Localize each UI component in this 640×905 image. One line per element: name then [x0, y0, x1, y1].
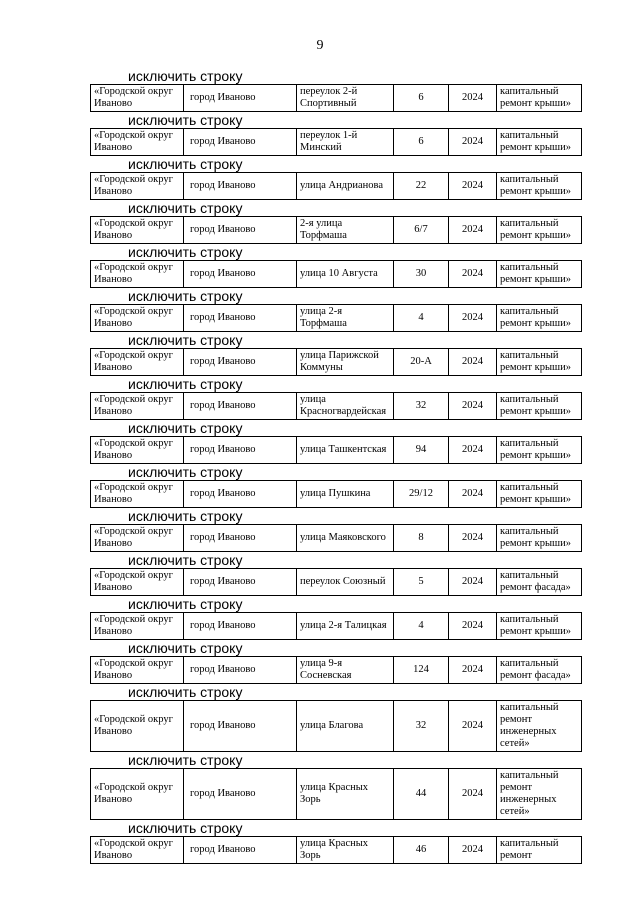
work-type-cell: капитальный ремонт крыши»	[497, 261, 582, 288]
house-number-cell: 46	[394, 837, 449, 864]
year-cell: 2024	[449, 393, 497, 420]
year-cell: 2024	[449, 837, 497, 864]
exclusion-block	[90, 376, 578, 420]
street-cell: улица 2-я Торфмаша	[297, 305, 394, 332]
year-cell: 2024	[449, 217, 497, 244]
table-row	[91, 613, 582, 640]
street-cell: улица Благова	[297, 701, 394, 752]
settlement-cell: город Иваново	[184, 837, 297, 864]
address-table	[90, 84, 582, 112]
settlement-cell: город Иваново	[184, 701, 297, 752]
work-type-cell: капитальный ремонт крыши»	[497, 173, 582, 200]
municipality-cell: «Городской округ Иваново	[91, 769, 184, 820]
instruction-text: исключить строку	[128, 752, 243, 768]
municipality-cell: «Городской округ Иваново	[91, 393, 184, 420]
municipality-cell: «Городской округ Иваново	[91, 261, 184, 288]
table-row	[91, 129, 582, 156]
street-cell: улица Маяковского	[297, 525, 394, 552]
exclusion-block	[90, 752, 578, 820]
house-number-cell: 32	[394, 393, 449, 420]
address-table	[90, 216, 582, 244]
table-row	[91, 657, 582, 684]
house-number-cell: 29/12	[394, 481, 449, 508]
address-table	[90, 128, 582, 156]
instruction-text: исключить строку	[128, 156, 243, 172]
instruction-text: исключить строку	[128, 596, 243, 612]
instruction-text: исключить строку	[128, 68, 243, 84]
page-number: 9	[316, 38, 324, 53]
instruction-text: исключить строку	[128, 552, 243, 568]
year-cell: 2024	[449, 613, 497, 640]
year-cell: 2024	[449, 701, 497, 752]
municipality-cell: «Городской округ Иваново	[91, 837, 184, 864]
instruction-text: исключить строку	[128, 464, 243, 480]
work-type-cell: капитальный ремонт крыши»	[497, 437, 582, 464]
year-cell: 2024	[449, 173, 497, 200]
settlement-cell: город Иваново	[184, 393, 297, 420]
table-row	[91, 837, 582, 864]
work-type-cell: капитальный ремонт крыши»	[497, 85, 582, 112]
exclusion-block	[90, 288, 578, 332]
work-type-cell: капитальный ремонт фасада»	[497, 657, 582, 684]
exclusion-block	[90, 332, 578, 376]
address-table	[90, 260, 582, 288]
table-row	[91, 569, 582, 596]
street-cell: улица 2-я Талицкая	[297, 613, 394, 640]
house-number-cell: 8	[394, 525, 449, 552]
municipality-cell: «Городской округ Иваново	[91, 349, 184, 376]
work-type-cell: капитальный ремонт крыши»	[497, 525, 582, 552]
table-row	[91, 305, 582, 332]
address-table	[90, 612, 582, 640]
exclusion-block	[90, 420, 578, 464]
address-table	[90, 436, 582, 464]
street-cell: улица Красных Зорь	[297, 769, 394, 820]
settlement-cell: город Иваново	[184, 349, 297, 376]
table-row	[91, 393, 582, 420]
exclusion-block	[90, 244, 578, 288]
exclusion-block	[90, 508, 578, 552]
exclusion-block	[90, 640, 578, 684]
address-table	[90, 524, 582, 552]
work-type-cell: капитальный ремонт крыши»	[497, 349, 582, 376]
table-row	[91, 85, 582, 112]
work-type-cell: капитальный ремонт крыши»	[497, 129, 582, 156]
settlement-cell: город Иваново	[184, 85, 297, 112]
table-row	[91, 481, 582, 508]
instruction-text: исключить строку	[128, 684, 243, 700]
exclusion-block	[90, 156, 578, 200]
house-number-cell: 30	[394, 261, 449, 288]
address-table	[90, 656, 582, 684]
house-number-cell: 44	[394, 769, 449, 820]
work-type-cell: капитальный ремонт	[497, 837, 582, 864]
exclusion-block	[90, 552, 578, 596]
street-cell: улица Красных Зорь	[297, 837, 394, 864]
instruction-text: исключить строку	[128, 332, 243, 348]
instruction-text: исключить строку	[128, 420, 243, 436]
street-cell: улица 10 Августа	[297, 261, 394, 288]
municipality-cell: «Городской округ Иваново	[91, 305, 184, 332]
address-table	[90, 568, 582, 596]
street-cell: переулок 1-й Минский	[297, 129, 394, 156]
settlement-cell: город Иваново	[184, 437, 297, 464]
house-number-cell: 4	[394, 613, 449, 640]
work-type-cell: капитальный ремонт крыши»	[497, 393, 582, 420]
house-number-cell: 32	[394, 701, 449, 752]
municipality-cell: «Городской округ Иваново	[91, 657, 184, 684]
settlement-cell: город Иваново	[184, 769, 297, 820]
house-number-cell: 6	[394, 129, 449, 156]
municipality-cell: «Городской округ Иваново	[91, 701, 184, 752]
settlement-cell: город Иваново	[184, 217, 297, 244]
address-table	[90, 480, 582, 508]
settlement-cell: город Иваново	[184, 305, 297, 332]
year-cell: 2024	[449, 769, 497, 820]
exclusion-block	[90, 200, 578, 244]
year-cell: 2024	[449, 437, 497, 464]
house-number-cell: 22	[394, 173, 449, 200]
settlement-cell: город Иваново	[184, 261, 297, 288]
settlement-cell: город Иваново	[184, 569, 297, 596]
year-cell: 2024	[449, 569, 497, 596]
table-row	[91, 769, 582, 820]
instruction-text: исключить строку	[128, 200, 243, 216]
instruction-text: исключить строку	[128, 288, 243, 304]
exclusion-block	[90, 68, 578, 112]
work-type-cell: капитальный ремонт крыши»	[497, 613, 582, 640]
address-table	[90, 768, 582, 820]
year-cell: 2024	[449, 481, 497, 508]
house-number-cell: 124	[394, 657, 449, 684]
municipality-cell: «Городской округ Иваново	[91, 129, 184, 156]
street-cell: улица Красногвардейская	[297, 393, 394, 420]
settlement-cell: город Иваново	[184, 613, 297, 640]
street-cell: 2-я улица Торфмаша	[297, 217, 394, 244]
street-cell: улица 9-я Сосневская	[297, 657, 394, 684]
table-row	[91, 437, 582, 464]
municipality-cell: «Городской округ Иваново	[91, 525, 184, 552]
exclusion-block	[90, 820, 578, 864]
work-type-cell: капитальный ремонт крыши»	[497, 305, 582, 332]
year-cell: 2024	[449, 129, 497, 156]
street-cell: улица Ташкентская	[297, 437, 394, 464]
settlement-cell: город Иваново	[184, 173, 297, 200]
settlement-cell: город Иваново	[184, 525, 297, 552]
year-cell: 2024	[449, 525, 497, 552]
address-table	[90, 392, 582, 420]
municipality-cell: «Городской округ Иваново	[91, 481, 184, 508]
settlement-cell: город Иваново	[184, 481, 297, 508]
work-type-cell: капитальный ремонт инженерных сетей»	[497, 701, 582, 752]
municipality-cell: «Городской округ Иваново	[91, 173, 184, 200]
address-table	[90, 172, 582, 200]
table-row	[91, 173, 582, 200]
work-type-cell: капитальный ремонт крыши»	[497, 481, 582, 508]
house-number-cell: 94	[394, 437, 449, 464]
work-type-cell: капитальный ремонт крыши»	[497, 217, 582, 244]
year-cell: 2024	[449, 261, 497, 288]
work-type-cell: капитальный ремонт инженерных сетей»	[497, 769, 582, 820]
address-table	[90, 348, 582, 376]
street-cell: переулок Союзный	[297, 569, 394, 596]
exclusion-block	[90, 464, 578, 508]
table-row	[91, 349, 582, 376]
exclusion-block	[90, 112, 578, 156]
house-number-cell: 4	[394, 305, 449, 332]
year-cell: 2024	[449, 305, 497, 332]
exclusion-block	[90, 596, 578, 640]
document-body	[90, 68, 578, 864]
street-cell: улица Андрианова	[297, 173, 394, 200]
street-cell: улица Пушкина	[297, 481, 394, 508]
instruction-text: исключить строку	[128, 244, 243, 260]
table-row	[91, 217, 582, 244]
house-number-cell: 20-А	[394, 349, 449, 376]
settlement-cell: город Иваново	[184, 129, 297, 156]
instruction-text: исключить строку	[128, 508, 243, 524]
year-cell: 2024	[449, 85, 497, 112]
settlement-cell: город Иваново	[184, 657, 297, 684]
instruction-text: исключить строку	[128, 376, 243, 392]
street-cell: улица Парижской Коммуны	[297, 349, 394, 376]
house-number-cell: 6	[394, 85, 449, 112]
instruction-text: исключить строку	[128, 112, 243, 128]
municipality-cell: «Городской округ Иваново	[91, 437, 184, 464]
municipality-cell: «Городской округ Иваново	[91, 217, 184, 244]
table-row	[91, 261, 582, 288]
house-number-cell: 5	[394, 569, 449, 596]
municipality-cell: «Городской округ Иваново	[91, 85, 184, 112]
table-row	[91, 525, 582, 552]
exclusion-block	[90, 684, 578, 752]
year-cell: 2024	[449, 349, 497, 376]
instruction-text: исключить строку	[128, 640, 243, 656]
house-number-cell: 6/7	[394, 217, 449, 244]
table-row	[91, 701, 582, 752]
municipality-cell: «Городской округ Иваново	[91, 569, 184, 596]
instruction-text: исключить строку	[128, 820, 243, 836]
year-cell: 2024	[449, 657, 497, 684]
address-table	[90, 700, 582, 752]
address-table	[90, 836, 582, 864]
street-cell: переулок 2-й Спортивный	[297, 85, 394, 112]
municipality-cell: «Городской округ Иваново	[91, 613, 184, 640]
work-type-cell: капитальный ремонт фасада»	[497, 569, 582, 596]
address-table	[90, 304, 582, 332]
